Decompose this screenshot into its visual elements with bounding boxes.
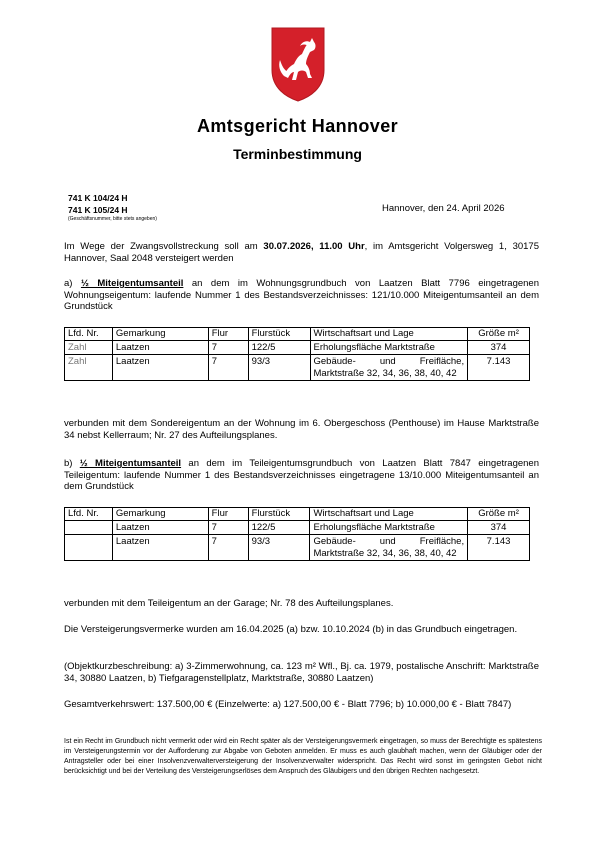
col-header: Gemarkung xyxy=(112,508,208,521)
table-cell: 93/3 xyxy=(248,535,310,561)
table-cell: Gebäude- und Freifläche, Marktstraße 32, 34, 36, 38, 40, 42 xyxy=(310,535,468,561)
section-a-share: ½ Miteigentumsanteil xyxy=(80,278,184,289)
table-cell: Gebäude- und Freifläche, Marktstraße 32, 34, 36, 38, 40, 42 xyxy=(310,355,468,381)
section-a-text: an dem im Wohnungsgrundbuch von Laatzen Blatt 7796 eingetragenen Wohnungseigentum: laufende Nummer 1 des Bestandsverzeichnisses: 121/10.000 Miteigentumsanteil an dem Grundstück xyxy=(64,278,539,312)
section-b-paragraph xyxy=(64,458,539,493)
col-header: Lfd. Nr. xyxy=(65,328,113,341)
table-cell: Zahl xyxy=(65,340,113,355)
coat-of-arms-icon xyxy=(270,26,326,102)
section-a-paragraph xyxy=(64,278,539,313)
object-description-paragraph: (Objektkurzbeschreibung: a) 3-Zimmerwohnung, ca. 123 m² Wfl., Bj. ca. 1979, postalische Anschrift: Marktstraße 34, 30880 Laatzen, b) Tiefgaragenstellplatz, Marktstraße, 30880 Laatzen) xyxy=(64,661,539,684)
col-header: Größe m² xyxy=(468,328,530,341)
section-a-prefix: a) xyxy=(64,278,81,289)
table-cell: Laatzen xyxy=(112,520,208,535)
document-title: Terminbestimmung xyxy=(233,146,362,162)
table-cell: 7 xyxy=(208,535,248,561)
col-header: Wirtschaftsart und Lage xyxy=(310,328,468,341)
table-cell: Zahl xyxy=(65,355,113,381)
auction-datetime: 30.07.2026, 11.00 Uhr xyxy=(263,241,365,252)
table-row xyxy=(65,340,530,355)
legal-notice: Ist ein Recht im Grundbuch nicht vermerkt oder wird ein Recht später als der Versteigerungsvermerk eingetragen, so muss der Berechtigte es spätestens im Versteigerungstermin vor der Aufforderung zur Abgabe von Geboten anmelden. Er muss es auch glaubhaft machen, wenn der Gläubiger oder der Antragsteller oder bei einer Insolvenzverwalterversteigerung der Insolvenzverwalter widerspricht. Das Recht wird sonst im geringsten Gebot nicht berücksichtigt und bei der Verteilung des Versteigerungserlöses dem Anspruch des Gläubigers und den übrigen Rechten nachgesetzt. xyxy=(64,738,542,775)
table-header-row xyxy=(65,508,530,521)
table-cell xyxy=(65,520,113,535)
case-references xyxy=(68,192,157,223)
section-a-after: verbunden mit dem Sondereigentum an der Wohnung im 6. Obergeschoss (Penthouse) im Hause Marktstraße 34 nebst Kellerraum; Nr. 27 des Aufteilungsplanes. xyxy=(64,418,539,441)
case-number-note: (Geschäftsnummer, bitte stets angeben) xyxy=(68,216,157,222)
table-cell: Erholungsfläche Marktstraße xyxy=(310,340,468,355)
table-cell: 374 xyxy=(468,520,530,535)
case-number-1: 741 K 104/24 H xyxy=(68,193,128,203)
table-cell: Laatzen xyxy=(112,355,208,381)
intro-post: , im Amtsgericht Volgersweg 1, 30175 Hannover, Saal 2048 versteigert werden xyxy=(64,241,539,264)
intro-paragraph xyxy=(64,241,539,264)
parcel-table-a xyxy=(64,327,530,381)
table-cell: 7.143 xyxy=(468,355,530,381)
auction-entries-paragraph: Die Versteigerungsvermerke wurden am 16.04.2025 (a) bzw. 10.10.2024 (b) in das Grundbuch eingetragen. xyxy=(64,624,518,635)
section-b-text: an dem im Teileigentumsgrundbuch von Laatzen Blatt 7847 eingetragenen Teileigentum: laufende Nummer 1 des Bestandsverzeichnisses eingetragene 13/10.000 Miteigentumsanteil an dem Grundstück xyxy=(64,458,539,492)
table-header-row xyxy=(65,328,530,341)
col-header: Flurstück xyxy=(248,328,310,341)
col-header: Gemarkung xyxy=(112,328,208,341)
col-header: Wirtschaftsart und Lage xyxy=(310,508,468,521)
table-cell: 7 xyxy=(208,355,248,381)
place-and-date: Hannover, den 24. April 2026 xyxy=(382,203,505,214)
table-row xyxy=(65,535,530,561)
court-name: Amtsgericht Hannover xyxy=(196,116,399,136)
market-value-paragraph: Gesamtverkehrswert: 137.500,00 € (Einzelwerte: a) 127.500,00 € - Blatt 7796; b) 10.000,00 € - Blatt 7847) xyxy=(64,699,512,710)
table-cell: 122/5 xyxy=(248,340,310,355)
table-cell: 7.143 xyxy=(468,535,530,561)
table-cell xyxy=(65,535,113,561)
table-cell: Laatzen xyxy=(112,535,208,561)
col-header: Größe m² xyxy=(468,508,530,521)
col-header: Flur xyxy=(208,508,248,521)
table-row xyxy=(65,355,530,381)
parcel-table-b xyxy=(64,507,530,561)
table-cell: 122/5 xyxy=(248,520,310,535)
table-cell: Laatzen xyxy=(112,340,208,355)
col-header: Lfd. Nr. xyxy=(65,508,113,521)
section-b-share: ½ Miteigentumsanteil xyxy=(79,458,182,469)
table-cell: 7 xyxy=(208,340,248,355)
case-number-2: 741 K 105/24 H xyxy=(68,205,128,215)
table-row xyxy=(65,520,530,535)
col-header: Flur xyxy=(208,328,248,341)
table-cell: 374 xyxy=(468,340,530,355)
table-cell: 7 xyxy=(208,520,248,535)
section-b-prefix: b) xyxy=(64,458,80,469)
section-b-after: verbunden mit dem Teileigentum an der Garage; Nr. 78 des Aufteilungsplanes. xyxy=(64,598,394,609)
intro-pre: Im Wege der Zwangsvollstreckung soll am xyxy=(64,241,264,252)
col-header: Flurstück xyxy=(248,508,310,521)
table-cell: 93/3 xyxy=(248,355,310,381)
table-cell: Erholungsfläche Marktstraße xyxy=(310,520,468,535)
